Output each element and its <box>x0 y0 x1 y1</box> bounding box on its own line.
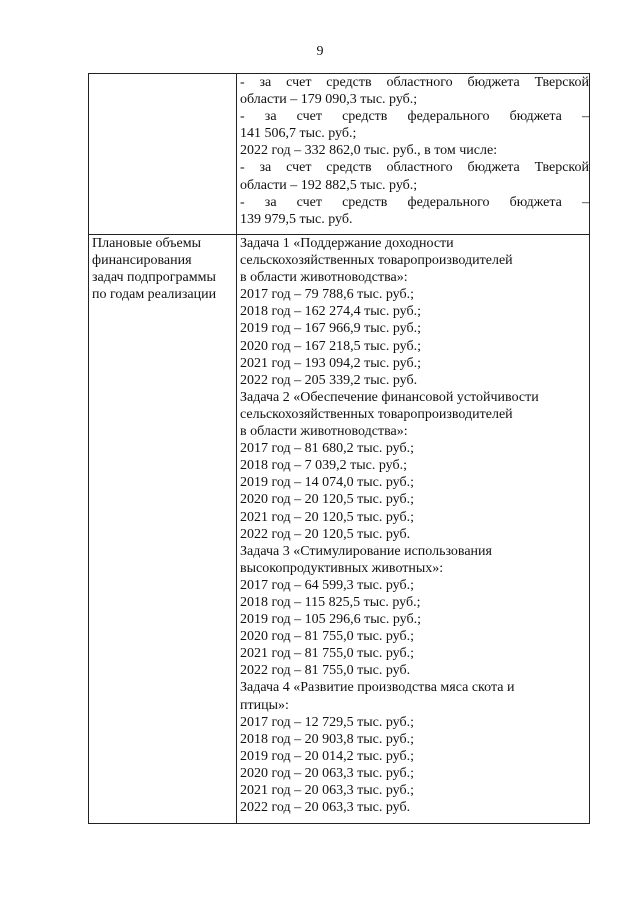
row2-text-line: 2018 год – 115 825,5 тыс. руб.; <box>240 594 421 610</box>
row1-text-line: - за счет средств федерального бюджета – <box>240 109 589 125</box>
row2-text-line: 2018 год – 162 274,4 тыс. руб.; <box>240 304 421 320</box>
row2-label-line: финансирования <box>92 253 192 269</box>
row2-text-line: Задача 1 «Поддержание доходности <box>240 236 454 251</box>
row2-text-line: Задача 4 «Развитие производства мяса скота и <box>240 680 515 696</box>
row1-text-line: - за счет средств областного бюджета Тверской <box>240 75 589 90</box>
row2-left-cell <box>89 235 237 824</box>
row2-text-line: 2021 год – 81 755,0 тыс. руб.; <box>240 646 414 662</box>
row1-text-line: 141 506,7 тыс. руб.; <box>240 126 357 142</box>
row1-text-line: - за счет средств федерального бюджета – <box>240 194 589 210</box>
row2-text-line: 2021 год – 20 120,5 тыс. руб.; <box>240 509 414 525</box>
row2-label-line: Плановые объемы <box>92 236 202 251</box>
row2-text-line: 2017 год – 64 599,3 тыс. руб.; <box>240 577 414 593</box>
row2-label-line: задач подпрограммы <box>92 270 216 286</box>
row2-label-line: по годам реализации <box>92 287 217 303</box>
row2-text-line: 2020 год – 81 755,0 тыс. руб.; <box>240 629 414 645</box>
row2-text-line: 2022 год – 81 755,0 тыс. руб. <box>240 663 411 679</box>
row1-right-cell <box>237 74 590 235</box>
row2-text-line: 2019 год – 105 296,6 тыс. руб.; <box>240 612 421 628</box>
row2-text-line: 2020 год – 20 063,3 тыс. руб.; <box>240 765 414 781</box>
row2-text-line: 2017 год – 81 680,2 тыс. руб.; <box>240 441 414 457</box>
row2-text-line: 2017 год – 12 729,5 тыс. руб.; <box>240 714 414 730</box>
page-number: 9 <box>316 44 324 59</box>
row1-text-line: области – 179 090,3 тыс. руб.; <box>240 92 418 108</box>
row2-text-line: 2022 год – 20 063,3 тыс. руб. <box>240 800 411 816</box>
row1-text-line: 2022 год – 332 862,0 тыс. руб., в том числе: <box>240 143 498 159</box>
row2-text-line: 2019 год – 167 966,9 тыс. руб.; <box>240 321 421 337</box>
row2-text-line: 2022 год – 20 120,5 тыс. руб. <box>240 526 411 542</box>
row1-text-line: - за счет средств областного бюджета Тверской <box>240 160 589 176</box>
row1-text-line: 139 979,5 тыс. руб. <box>240 211 353 227</box>
row2-text-line: в области животноводства»: <box>240 270 408 286</box>
financing-table <box>88 73 590 824</box>
row2-text-line: 2020 год – 167 218,5 тыс. руб.; <box>240 338 421 354</box>
row2-text-line: 2022 год – 205 339,2 тыс. руб. <box>240 372 418 388</box>
row2-text-line: Задача 3 «Стимулирование использования <box>240 543 492 559</box>
row2-text-line: сельскохозяйственных товаропроизводителей <box>240 406 513 422</box>
row2-text-line: 2018 год – 20 903,8 тыс. руб.; <box>240 731 414 747</box>
row2-text-line: 2017 год – 79 788,6 тыс. руб.; <box>240 287 414 303</box>
row2-text-line: птицы»: <box>240 697 289 713</box>
row2-text-line: 2019 год – 14 074,0 тыс. руб.; <box>240 475 414 491</box>
row1-text-line: области – 192 882,5 тыс. руб.; <box>240 177 418 193</box>
table-row-planned-financing <box>89 235 590 824</box>
row2-text-line: Задача 2 «Обеспечение финансовой устойчивости <box>240 389 539 405</box>
row2-text-line: 2021 год – 20 063,3 тыс. руб.; <box>240 783 414 798</box>
row2-text-line: 2021 год – 193 094,2 тыс. руб.; <box>240 355 421 371</box>
row2-text-line: 2020 год – 20 120,5 тыс. руб.; <box>240 492 414 508</box>
row2-text-line: 2019 год – 20 014,2 тыс. руб.; <box>240 748 414 764</box>
row2-text-line: высокопродуктивных животных»: <box>240 560 444 576</box>
row2-text-line: в области животноводства»: <box>240 424 408 440</box>
row2-right-cell <box>237 235 590 824</box>
row1-left-cell <box>89 74 237 235</box>
row2-text-line: 2018 год – 7 039,2 тыс. руб.; <box>240 458 407 474</box>
table-row-budget-sources <box>89 74 590 235</box>
row2-text-line: сельскохозяйственных товаропроизводителей <box>240 253 513 269</box>
